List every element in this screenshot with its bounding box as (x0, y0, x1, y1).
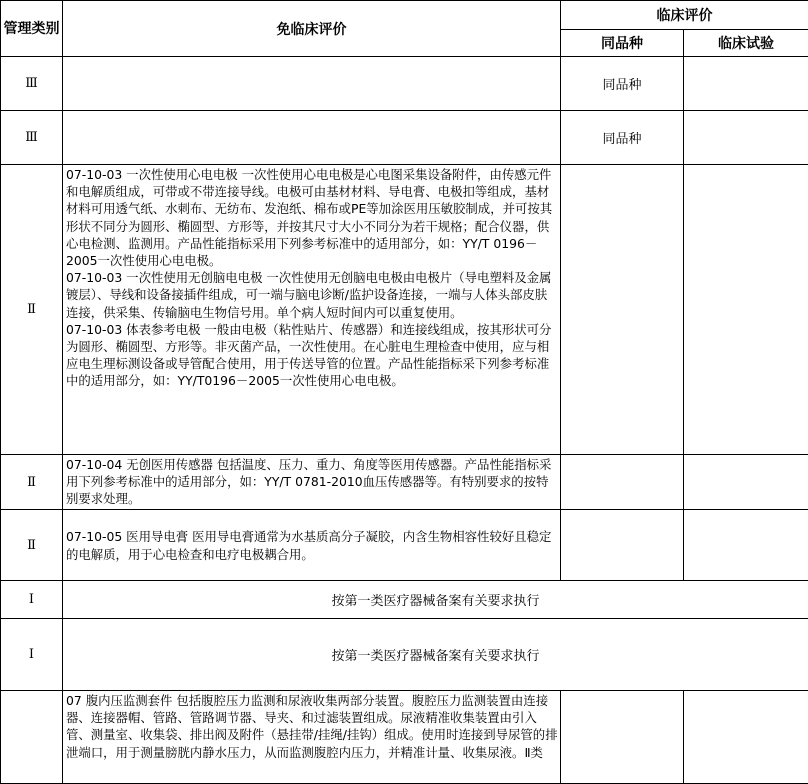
category-cell: Ⅱ (1, 510, 63, 581)
clinical-trial-cell (684, 691, 808, 784)
category-cell: Ⅰ (1, 619, 63, 691)
exempt-description-cell (63, 510, 561, 581)
header-same-variety: 同品种 (561, 30, 684, 57)
same-variety-cell: 同品种 (561, 111, 684, 165)
header-clinical-trial: 临床试验 (684, 30, 808, 57)
table-row (1, 510, 808, 581)
filing-note-cell: 按第一类医疗器械备案有关要求执行 (63, 581, 808, 619)
clinical-trial-cell (684, 165, 808, 455)
category-cell (1, 691, 63, 784)
table-row (1, 691, 808, 784)
header-category: 管理类别 (1, 1, 63, 57)
description-paragraph: 07-10-03 一次性使用心电电极 一次性使用心电电极是心电图采集设备附件，由传感元件和电解质组成，可带或不带连接导线。电极可由基材材料、导电膏、电极扣等组成，基材材料可用透气纸、水刺布、无纺布、发泡纸、棉布或PE等加涂医用压敏胶制成，并可按其形状不同分为圆形、椭圆型、方形等，并按其尺寸大小不同分为若干规格；配合仪器，供心电检测、监测用。产品性能指标采用下列参考标准中的适用部分，如：YY/T 0196－2005一次性使用心电电极。 (66, 166, 558, 269)
filing-note-cell: 按第一类医疗器械备案有关要求执行 (63, 619, 808, 691)
table-row (1, 111, 808, 165)
clinical-trial-cell (684, 510, 808, 581)
exempt-description-cell (63, 165, 561, 455)
exempt-cell (63, 57, 561, 111)
same-variety-cell (561, 510, 684, 581)
same-variety-cell (561, 455, 684, 510)
table-row (1, 619, 808, 691)
description-paragraph: 07-10-03 体表参考电极 一般由电极（粘性贴片、传感器）和连接线组成，按其形状可分为圆形、椭圆型、方形等。非灭菌产品，一次性使用。在心脏电生理检查中使用，应与相应电生理标测设备或导管配合使用，用于传送导管的位置。产品性能指标采下列参考标准中的适用部分，如：YY/T0196－2005一次性使用心电电极。 (66, 321, 558, 390)
description-paragraph: 07-10-03 一次性使用无创脑电电极 一次性使用无创脑电电极由电极片（导电塑料及金属镀层）、导线和设备接插件组成，可一端与脑电诊断/监护设备连接，一端与人体头部皮肤连接，供采集、传输脑电生物信号用。单个病人短时间内可以重复使用。 (66, 269, 558, 321)
table-row (1, 455, 808, 510)
same-variety-cell (561, 165, 684, 455)
category-cell: Ⅰ (1, 581, 63, 619)
header-exempt-clinical: 免临床评价 (63, 1, 561, 57)
description-paragraph: 07-10-05 医用导电膏 医用导电膏通常为水基质高分子凝胶，内含生物相容性较好且稳定的电解质，用于心电检查和电疗电极耦合用。 (66, 528, 558, 562)
same-variety-cell (561, 691, 684, 784)
clinical-trial-cell (684, 57, 808, 111)
description-paragraph: 07 腹内压监测套件 包括腹腔压力监测和尿液收集两部分装置。腹腔压力监测装置由连接器、连接器帽、管路、管路调节器、导夹、和过滤装置组成。尿液精准收集装置由引入管、测量室、收集袋、排出阀及附件（悬挂带/挂绳/挂钩）组成。使用时连接到导尿管的排泄端口，用于测量膀胱内静水压力，从而监测腹腔内压力，并精准计量、收集尿液。Ⅱ类 (66, 692, 558, 761)
clinical-trial-cell (684, 455, 808, 510)
category-cell: Ⅱ (1, 165, 63, 455)
table-row (1, 581, 808, 619)
clinical-trial-cell (684, 111, 808, 165)
same-variety-cell: 同品种 (561, 57, 684, 111)
table-row (1, 57, 808, 111)
category-cell: Ⅲ (1, 57, 63, 111)
description-paragraph: 07-10-04 无创医用传感器 包括温度、压力、重力、角度等医用传感器。产品性能指标采用下列参考标准中的适用部分，如：YY/T 0781-2010血压传感器等。有特别要求的按特别要求处理。 (66, 456, 558, 508)
category-cell: Ⅱ (1, 455, 63, 510)
header-clinical-evaluation: 临床评价 (561, 1, 808, 30)
exempt-description-cell (63, 455, 561, 510)
table-row (1, 165, 808, 455)
exempt-cell (63, 111, 561, 165)
category-cell: Ⅲ (1, 111, 63, 165)
exempt-description-cell (63, 691, 561, 784)
